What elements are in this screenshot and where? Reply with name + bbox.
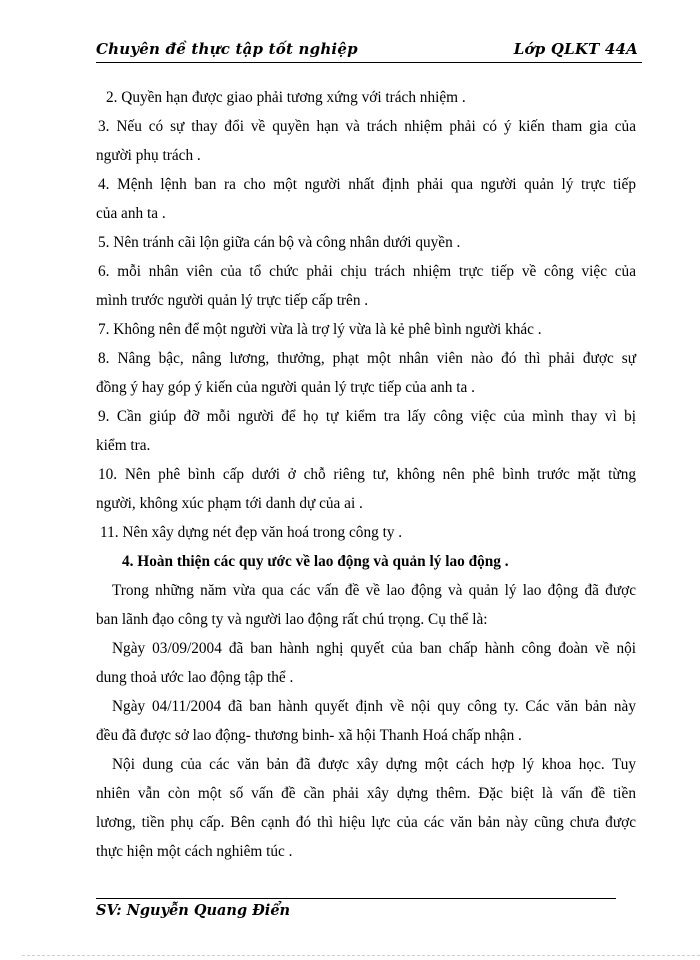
list-item-9: 9. Cần giúp đỡ mỗi người để họ tự kiểm tra lấy công việc của mình thay vì bị (98, 408, 636, 425)
page-boundary (22, 955, 700, 956)
paragraph-line: ban lãnh đạo công ty và người lao động rất chú trọng. Cụ thể là: (96, 611, 488, 628)
list-item-4-cont: của anh ta . (96, 205, 166, 222)
list-item-9-cont: kiểm tra. (96, 437, 151, 454)
paragraph-line: Trong những năm vừa qua các vấn đề về lao động và quản lý lao động đã được (112, 582, 636, 599)
header-class: Lớp QLKT 44A (513, 40, 638, 58)
list-item-4: 4. Mệnh lệnh ban ra cho một người nhất định phải qua người quản lý trực tiếp (98, 176, 636, 193)
list-item-3: 3. Nếu có sự thay đổi về quyền hạn và trách nhiệm phải có ý kiến tham gia của (98, 118, 636, 135)
paragraph-line: Ngày 04/11/2004 đã ban hành quyết định về nội quy công ty. Các văn bản này (112, 698, 636, 715)
paragraph-line: đều đã được sở lao động- thương binh- xã hội Thanh Hoá chấp nhận . (96, 727, 522, 744)
paragraph-line: Nội dung của các văn bản đã được xây dựng một cách hợp lý khoa học. Tuy (112, 756, 636, 773)
header-title: Chuyên đề thực tập tốt nghiệp (96, 40, 358, 58)
footer-author: SV: Nguyễn Quang Điển (96, 902, 291, 919)
list-item-7: 7. Không nên để một người vừa là trợ lý vừa là kẻ phê bình người khác . (98, 321, 542, 338)
list-item-6-cont: mình trước người quản lý trực tiếp cấp trên . (96, 292, 369, 309)
list-item-8-cont: đồng ý hay góp ý kiến của người quản lý trực tiếp của anh ta . (96, 379, 475, 396)
list-item-2: 2. Quyền hạn được giao phải tương xứng với trách nhiệm . (106, 89, 466, 106)
footer-divider (96, 898, 616, 899)
section-heading: 4. Hoàn thiện các quy ước về lao động và quản lý lao động . (122, 553, 509, 570)
paragraph-line: dung thoả ước lao động tập thể . (96, 669, 294, 686)
paragraph-line: nhiên vẫn còn một số vấn đề cần phải xây dựng thêm. Đặc biệt là vấn đề tiền (96, 785, 636, 802)
paragraph-line: lương, tiền phụ cấp. Bên cạnh đó thì hiệu lực của các văn bản này cũng chưa được (96, 814, 636, 831)
list-item-10-cont: người, không xúc phạm tới danh dự của ai . (96, 495, 363, 512)
list-item-8: 8. Nâng bậc, nâng lương, thưởng, phạt một nhân viên nào đó thì phải được sự (98, 350, 636, 367)
list-item-6: 6. mỗi nhân viên của tổ chức phải chịu trách nhiệm trực tiếp về công việc của (98, 263, 636, 280)
list-item-3-cont: người phụ trách . (96, 147, 201, 164)
page-header (96, 40, 642, 63)
paragraph-line: Ngày 03/09/2004 đã ban hành nghị quyết của ban chấp hành công đoàn về nội (112, 640, 636, 657)
list-item-10: 10. Nên phê bình cấp dưới ở chỗ riêng tư, không nên phê bình trước mặt từng (98, 466, 636, 483)
list-item-5: 5. Nên tránh cãi lộn giữa cán bộ và công nhân dưới quyền . (98, 234, 461, 251)
list-item-11: 11. Nên xây dựng nét đẹp văn hoá trong công ty . (100, 524, 403, 541)
paragraph-line: thực hiện một cách nghiêm túc . (96, 843, 293, 860)
